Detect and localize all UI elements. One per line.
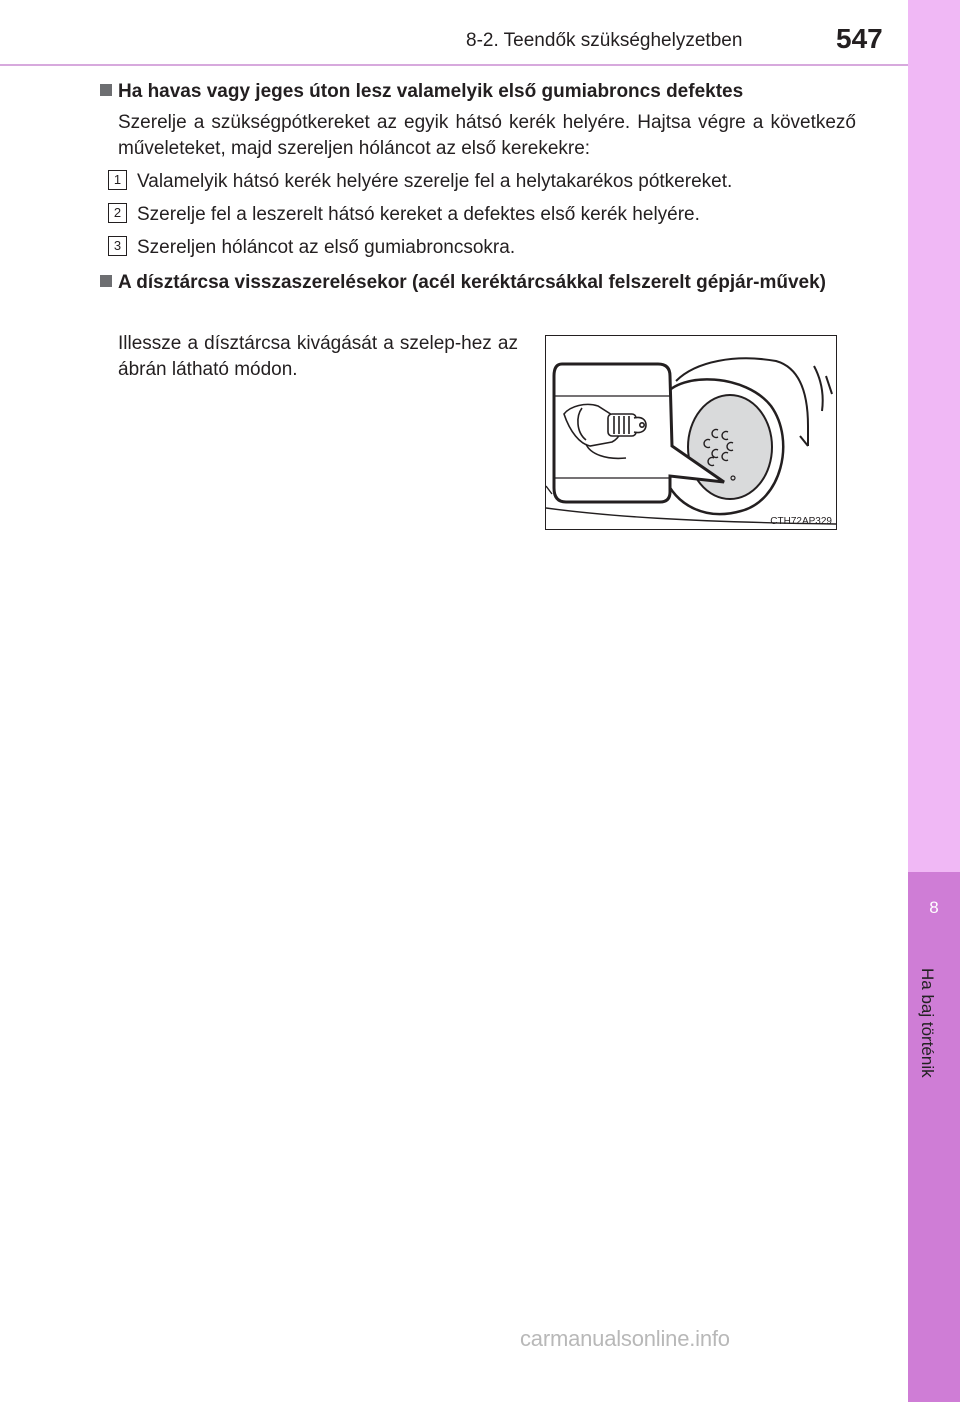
chapter-label: Ha baj történik	[918, 968, 937, 1078]
step-2	[108, 202, 700, 228]
section1-intro: Szerelje a szükségpótkereket az egyik hátsó kerék helyére. Hajtsa végre a következő műveleteket, majd szereljen hóláncot az első kerekekre:	[118, 112, 856, 159]
step-text: Szerelje fel a leszerelt hátsó kereket a defektes első kerék helyére.	[137, 204, 700, 225]
page-number: 547	[836, 23, 883, 54]
figure-code: CTH72AP329	[770, 516, 832, 527]
step-1	[108, 169, 732, 195]
section-heading-text: Ha havas vagy jeges úton lesz valamelyik első gumiabroncs defektes	[118, 81, 744, 102]
step-text: Szereljen hóláncot az első gumiabroncsokra.	[137, 237, 516, 258]
step-number-badge: 1	[108, 170, 127, 190]
section-heading-wheel-cover	[100, 270, 856, 296]
header-divider	[0, 64, 908, 66]
section2-body: Illessze a dísztárcsa kivágását a szelep-hez az ábrán látható módon.	[118, 333, 518, 380]
step-text: Valamelyik hátsó kerék helyére szerelje fel a helytakarékos pótkereket.	[137, 171, 733, 192]
bullet-square-icon	[100, 84, 112, 96]
chapter-side-tab-active	[908, 872, 960, 1402]
wheel-cover-drawing	[546, 336, 836, 529]
section-heading-text: A dísztárcsa visszaszerelésekor (acél keréktárcsákkal felszerelt gépjár-művek)	[118, 272, 827, 293]
step-3	[108, 235, 515, 261]
watermark: carmanualsonline.info	[520, 1326, 730, 1351]
step-number-badge: 3	[108, 236, 127, 256]
chapter-number: 8	[929, 898, 939, 917]
wheel-cover-valve-illustration	[545, 335, 837, 530]
step-number-badge: 2	[108, 203, 127, 223]
bullet-square-icon	[100, 275, 112, 287]
section-heading-flat-tire-snow	[100, 79, 840, 105]
header-section-title: 8-2. Teendők szükséghelyzetben	[466, 30, 743, 51]
